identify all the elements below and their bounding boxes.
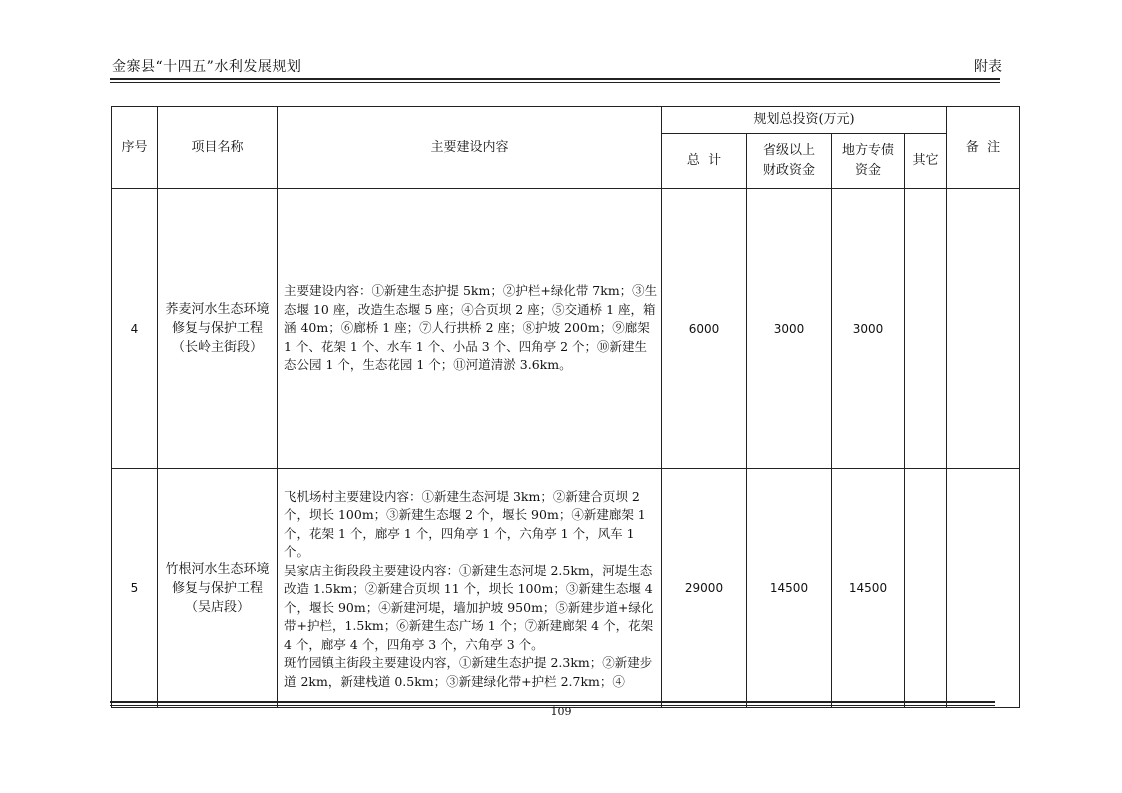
row-index: 5 xyxy=(112,469,158,708)
row-provincial: 14500 xyxy=(747,469,832,708)
header-rule xyxy=(110,78,1000,80)
planning-table xyxy=(111,106,1020,708)
footer-rule xyxy=(110,701,995,703)
row-index: 4 xyxy=(112,189,158,469)
header-other: 其它 xyxy=(905,134,947,189)
row-project-name: 荞麦河水生态环境修复与保护工程（长岭主街段） xyxy=(158,189,278,469)
header-remark: 备 注 xyxy=(947,107,1020,189)
header-provincial: 省级以上财政资金 xyxy=(747,134,832,189)
document-header-title: 金寨县“十四五”水利发展规划 xyxy=(112,59,302,75)
row-provincial: 3000 xyxy=(747,189,832,469)
row-total: 6000 xyxy=(662,189,747,469)
row-content xyxy=(278,469,662,708)
row-project-name: 竹根河水生态环境修复与保护工程（吴店段） xyxy=(158,469,278,708)
table-row xyxy=(112,469,1020,708)
row-content-text: 飞机场村主要建设内容：①新建生态河堤 3km；②新建合页坝 2 个，坝长 100m；③新建生态堰 2 个，堰长 90m；④新建廊架 1 个，花架 1 个，廊亭 1 个，四角亭 1 个，六角亭 1 个，风车 1 个。 吴家店主街段段主要建设内容：①新建生态河堤 2.5km，河堤生态改造 1.5km；②新建合页坝 11 个，坝长 100m；③新建生态堰 4 个，堰长 90m；④新建河堤，墙加护坡 950m；⑤新建步道+绿化带+护栏，1.5km；⑥新建生态广场 1 个；⑦新建廊架 4 个，花架 4 个，廊亭 4 个，四角亭 3 个，六角亭 3 个。 斑竹园镇主街段主要建设内容，①新建生态护提 2.3km；②新建步道 2km，新建栈道 0.5km；③新建绿化带+护栏 2.7km；④ xyxy=(284,488,654,689)
row-local: 3000 xyxy=(832,189,905,469)
header-rule-thin xyxy=(110,82,1000,83)
row-content: 主要建设内容：①新建生态护提 5km；②护栏+绿化带 7km；③生态堰 10 座，改造生态堰 5 座；④合页坝 2 座；⑤交通桥 1 座，箱涵 40m；⑥廊桥 1 座；⑦人行拱桥 2 座；⑧护坡 200m；⑨廊架 1 个、花架 1 个、水车 1 个、小品 3 个、四角亭 2 个；⑩新建生态公园 1 个，生态花园 1 个；⑪河道清淤 3.6km。 xyxy=(278,189,662,469)
header-name: 项目名称 xyxy=(158,107,278,189)
document-header-section: 附表 xyxy=(974,59,1002,75)
table-row xyxy=(112,189,1020,469)
header-total: 总 计 xyxy=(662,134,747,189)
header-row-1 xyxy=(112,107,1020,134)
header-investment-group: 规划总投资(万元) xyxy=(662,107,947,134)
row-local: 14500 xyxy=(832,469,905,708)
row-other xyxy=(905,189,947,469)
row-total: 29000 xyxy=(662,469,747,708)
header-index: 序号 xyxy=(112,107,158,189)
row-other xyxy=(905,469,947,708)
row-remark xyxy=(947,469,1020,708)
header-local: 地方专债资金 xyxy=(832,134,905,189)
page-number: 109 xyxy=(550,705,572,718)
row-remark xyxy=(947,189,1020,469)
header-content: 主要建设内容 xyxy=(278,107,662,189)
